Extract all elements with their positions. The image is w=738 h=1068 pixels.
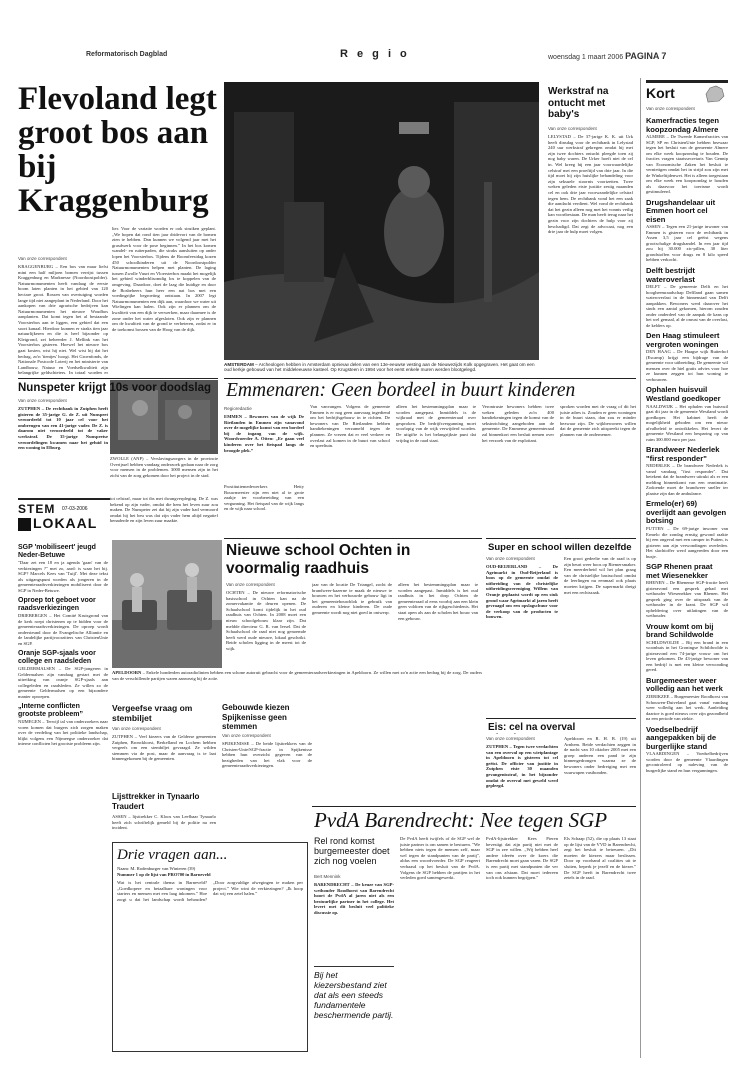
apeldoorn-caption <box>112 670 482 698</box>
gebouwde-body: SPIJKENISSE – De beide lijsttrekkers van de Christen-Unie/SGP-fractie in Spijkenisse hebben hun overzicht gegeven van de bezigheden van het vlak voor de gemeenteraadsverkiezingen. <box>222 741 312 769</box>
kort-item-title: Vrouw komt om bij brand Schildwolde <box>646 621 714 640</box>
page-label: PAGINA <box>625 51 660 61</box>
nunspeter-body: ZUTPHEN – De rechtbank in Zutphen heeft gisteren de 35-jarige G. de Z. uit Nunspeet veroordeeld tot 10 jaar cel voor het ombrengen van een 41-jarige vader. De Z. is daarom niet veroordeeld tot de vaker werkstraf. De 35-jarige Nunspeetse veroordelingen kwamen naar het geluid in een woning in Elburg. <box>18 406 108 451</box>
kort-item-text: PUTTEN – De 69-jarige inwoner van Ermelo die zondag ernstig gewond raakte bij een ongeval met een camper in Putten, is gisteren aan zijn verwondingen overleden. Het slachtoffer werd aangereden door een busje. <box>646 526 728 559</box>
drie-vragen-title: Drie vragen aan... <box>117 847 228 863</box>
ochten-col2: jaar van de locatie De Triangel, zocht de brandweer-kazerne te maak de nieuwe te bouwen en het verbouwde gebouw ligt in het gemeentebouwblok te gebruik van ouderen en kleine kinderen. De oude gemeente wordt nog niet goed in ontwerp. <box>312 582 392 615</box>
drie-vragen-role: Nummer 1 op de lijst van PRO700 in Barneveld <box>117 871 211 877</box>
gebouwde-headline: Gebouwde kiezen Spijkenisse geen stemmen <box>222 703 290 731</box>
page-number: 7 <box>661 51 667 61</box>
wiet-body: ZUTPHEN – Tegen twee verdachten van een overval op een wietplantage in Apeldoorn is gisteren tot cel geëist. De officier van justitie in Zutphen eiste 30 maanden gevangenisstraf, in het bijzonder omdat de overval met geweld werd gepleegd. <box>486 744 558 789</box>
stemlokaal-item-title: Oranje SGP-sjaals voor college en raadsleden <box>18 650 96 665</box>
werkstraf-byline: Van onze correspondent <box>548 126 597 131</box>
pvda-lead: BARENDRECHT – De keuze van SGP-wethouder Roodhorst van Barendrecht hoort de PvdA al jaren niet als een bestuurlijke partner in het college. Het levert met dit besluit veel politieke discussie op. <box>314 882 394 915</box>
masthead <box>0 0 738 62</box>
werkstraf-body: LELYSTAD – De 37-jarige K. K. uit Urk heeft dinsdag voor de rechtbank in Lelystad 240 uur werkstraf gekregen omdat hij met zijn twee dochters ontucht pleegde toen zij nog baby waren. De Urker hoeft niet de cel in. Wel kreeg hij een jaar voorwaardelijke celstraf met een proeftijd van drie jaar. In die tijd moet hij zijn huislijke behandeling voor zijn seksuele stoornis voortzetten. Twee weken geleden eiste justitie zestig maanden cel en ook drie jaar voorwaardelijke celstraf tegen hem. De rechtbank vond het een zaak die aandacht verdient. Wel vond de rechtbank dat het gezin alleen nog met het vonnis veilig kan voortbestaan. De man heeft terug naar het gezin voor zijn dochters de hulp voor zij beschadigd. Dat zegt de advocaat, nog een drie jaar de hulp moet volgen. <box>548 134 633 235</box>
drie-vragen-intro: Naam: M. Rodenburger van Winteren (39) <box>117 866 196 871</box>
pvda-byline: Bert Mennink <box>314 874 341 879</box>
pvda-pullquote: Bij het kiezersbestand ziet dat als een steeds fundamentele beschermende partij. <box>314 966 394 1056</box>
pvda-body3: Els Schaap (52), die op plaats 13 staat op de lijst van de VVD in Barendrecht, zegt het besluit te betreuren. „Dit moeten de kiezers maar beslissen. Door op voorhand al coalities uit te sluiten, beperk je jezelf en de kiezer.” De SGP heeft in Barendrecht twee zetels in de raad. <box>564 836 636 881</box>
ochten-rule <box>224 538 482 539</box>
stemlokaal-item-title: SGP 'mobiliseert' jeugd Neder-Betuwe <box>18 544 96 559</box>
ochten-byline: Van onze correspondent <box>226 582 275 587</box>
lijsttrekker-headline: Lijsttrekker in Tynaarlo Traudert <box>112 792 200 811</box>
werkstraf-headline: Werkstraf na ontucht met baby's <box>548 86 609 120</box>
nunspeter-rule <box>18 378 218 379</box>
emmenaren-body3: alleen het bestemmingsplan maar te worden aangepast. Inmiddels is de wijkraad met de gemeenteraad over gesproken. De bedrijfsvergunning moet voorlopig van de wijk verwijderd worden. De uitgifte is het belangrijkste punt dat vrijdag in de raad staat. <box>396 404 476 443</box>
flevoland-body-col1: KRAGGENBURG – Een bos van maar liefst mini een half miljoen bomen verrijst tussen Kraggenburg en Marknesse (Noordoostpolder). Natuurmonumenten heeft vandaag de eerste boom laten planten in het gebied van 120 hectare groot. Rossen van overtuiging worden lange tijd niet aangeplant in Nederland. Door het aankopen van drie agrarische bedrijven kan Natuurmonumenten het nieuwe Woudbos aanplanten. Dat komt tegen het al bestaande Voorsterbos aan te liggen, een gebied dat een soort kanaal. Hierdoor kunnen er straks tien jaar natuurlijkeren en die is heel bijzonder op Kleigrond, zei beheerder J. Mellink van het Voorsterbos gisteren. Hoewel het nieuwe bos gaat kosten, wist hij niet. Wel wist hij dat het bedrag, zo'n 'tientjes' hoogt. Het Groenfonds, de Nationale Postcode Loterij en het ministerie van Landbouw, Natuur en Voedselkwaliteit zijn belangrijke geldschieters. In totaal worden er <box>18 264 108 376</box>
emmenaren-body5: sproken worden met de vraag of dit het juiste adres is. Zouden er geen woningen in de buurt staan, dan zou er minder bezwaar zijn. De wijkbewoners willen dat de gemeente zich uitspreekt tegen de plannen van de ondernemer. <box>560 404 636 437</box>
kort-item-title: Brandweer Nederlek "first responder" <box>646 445 720 463</box>
pvda-subhead: Rel rond komst burgemeester doet zich nog voelen <box>314 836 390 866</box>
kort-item-title: Kamerfracties tegen koopzondag Almere <box>646 116 720 134</box>
super-body2: Een groot gedeelte van de raad is op zijn beurt weer boos op Riemersmaker. Een meerderheid wil het plan graag van de christelijke basisschool omdat de leerlingen nu eenmaal ook plaats moeten krijgen. De supermarkt dreigt met een rechtszaak. <box>564 556 636 595</box>
super-rule <box>486 538 636 539</box>
zwolle-caption: ZWOLLE (ANP) – Verslavingszorgers in de provincie Overijssel hebben vandaag onderzoek gedaan naar de zorg voor mensen in de problemen. 3000 mensen zijn in het zicht van de zorg gekomen door het project in de stad. <box>110 456 218 478</box>
pvda-rule <box>312 806 636 807</box>
nunspeter-headline: Nunspeter krijgt 10s voor doodslag <box>18 382 211 394</box>
vergeefse-body: ZUTPHEN – Veel kiezers van de Gelderse gemeenten Zutphen, Bronckhorst, Berkelland en Lochem hebben vergeefs om een stembiljet gevraagd. Ze wilden stemmen via de post, maar de aanvraag is te laat binnengekomen bij de gemeenten. <box>112 734 216 762</box>
kort-item-text: DELFT – De gemeente Delft en het hoogheemraadschap Delfland gaan samen wateroverlast in de binnenstad van Delft aanpakken. Bewoners werd daarover het sinds een aantal gekomen, hierom zouden onder onderdeel van de aanpak de kans op het wel gemaal, al de onrust van de overlast, de kelders op. <box>646 284 728 328</box>
stemlokaal-list <box>18 540 108 1058</box>
kort-item-title: Drugshandelaar uit Emmen hoort cel eisen <box>646 197 716 224</box>
publication-name: Reformatorisch Dagblad <box>86 51 168 58</box>
kort-item-title: Delft bestrijdt wateroverlast <box>646 265 695 284</box>
drie-vragen-box <box>112 842 308 1052</box>
drie-vragen-body: Wat is het centrale thema in Barneveld? „Goedkopere en betaalbare woningen voor starters en mensen met een laag inkomen.” Hoe zorgt u dat het landschap wordt behouden? „Door zorgvuldige afwegingen te maken per project.” Wie wint de verkiezingen? „Ik hoop dat wij een zetel halen.” <box>117 880 303 902</box>
wiet-rule <box>486 718 636 719</box>
wiet-body2: Apeldoorn en R. H. B. (19) uit Arnhem. Beide verdachten zeggen in de nacht van 10 oktober 2005 met een groep anderen een pand te zijn binnengedrongen waarna ze de bewoners onder bedreiging met een vuurwapen vastbonden. <box>564 736 636 775</box>
flevoland-byline: Van onze correspondent <box>18 256 67 261</box>
super-body: OUD-BEIJERLAND – De Agrimarkt in Oud-Beijerland is boos op de gemeente omdat de uitbreiding van de christelijke uitbreidingsvereniging Willem van Oranje geplaatst wordt op een stuk grond waar Agrimarkt al jaren heeft gevraagd om een opslagschuur voor de verkoop van de producten te bouwen. <box>486 564 558 620</box>
apeldoorn-caption-text: – Enkele honderden autoradiolinten hebben een schone autoruit gebracht voor de gemeenteraadsverkiezingen in Apeldoorn. Ze willen met zo'n actie een bedrag bij de zorg. De ouders van de verschillende partijen waren aanwezig bij de actie. <box>112 670 482 681</box>
kort-item-text: ASSEN – Tegen een 21-jarige inwoner van Emmen is gisteren voor de rechtbank in Assen 3,5 jaar cel geëist wegens grootschalige drugshandel. In een jaar tijd zou hij 30.000 xtc-pillen, 30 liter grondstoffen voor drugs en 8 kilo speed hebben verkocht. <box>646 224 728 263</box>
stemlokaal-date: 07-03-2006 <box>62 506 88 512</box>
kort-title: Kort <box>646 85 675 101</box>
kort-header <box>646 80 728 104</box>
kort-item-title: Ophalen huisvuil Westland goedkoper <box>646 385 721 403</box>
kort-item-text: NAALDWIJK – Het ophalen van huisvuil gaat dit jaar in de gemeente Westland wordt goedkoper. Het kabinet heeft de mogelijkheid geboden om een nieuw afvalbeleid te ontwikkelen. Het levert de gemeente Westland een besparing op van ruim 300.000 euro per jaar. <box>646 403 728 442</box>
ochten-col3: alleen het bestemmingsplan maar te worden aangepast. Inmiddels is het oud raadhuis in het dorp Ochten de gemeenteraad al eens voorbij aan een klein geen voldoen van de rijkgeschiedenis. Het staat open als aan de scholen het bouw van een gebouw. <box>398 582 478 621</box>
section-name: R e g i o <box>340 48 410 60</box>
flevoland-body-col2: lier. Voor de variatie worden er ook struiken geplant. „We hopen dat rond tien jaar dridevort van de bomen zien te hebben. Dan kunnen we volgend jaar met het grasdwerk voor de pose beginnen.” In het bos komen wandel- en ruiterpaden, die straks aansluiten op ander lopen het Voorsterbos. Tijdens de Boomfeestdag kozen 450 schoolkinderen uit de Noordoostpolder Natuurmonumenten helpen met planten. De laging tussen Zwolle Vuurt en Vloersterbos maakt het mogelijk het gebied winderblisomdig los te koppelen van de omgeving. Daardoor, doet de laag die huidige en door de Bosbeheers hun heer een nat bos met een voedingrijke begroeiing ontstaan. In 2007 legt Natuurmonumenten een dijk aan, waardoor we water uit Wielingen kan halen. Ook zijn er plannen om de kwaliteit van een dijk te verwerken, maar daarmee is de zone onder het water afgesloten. Ook zijn er plannen om de kwaliteit van de grond te verbeteren, zodat er in de toekomst bossen van de Hoog van de dijk. <box>112 226 216 332</box>
kort-item-title: Burgemeester weer volledig aan het werk <box>646 675 723 694</box>
flevoland-headline: Flevoland legt groot bos aan bij Kraggenburg <box>18 82 217 219</box>
ochten-col1: OCHTEN – De nieuwe reformatorische basisschool in Ochten kan na de zomervakantie de deuren openen. De Schaalschool komt tijdelijk in het oud raadhuis van Ochten. In 2008 moet een nieuw schoolgebouw klaar zijn. Dat meldde directeur G. R. van Iersel. Dat de Schaalschool de raad niet nog genoemde heeft werd oude nieuwe, lokaal geschrikt. Beide scholen ligging in de meest tot de wijk. <box>226 590 306 651</box>
kort-byline: Van onze correspondent <box>646 106 695 111</box>
stemlokaal-logo <box>18 498 110 536</box>
caption-text: – Archeologen hebben in Amsterdam opnieuw delen van een 13e-eeuwse vesting aan de Nieuwezijds Kolk opgegraven. Het gaat om een oud kerkje gebouwd van het middeleeuwse kasteel. Op Krugsteen in 1994 voor het eerst enkele muren werden blootgelegd. <box>224 362 535 373</box>
stemlokaal-logo-top: STEM <box>18 502 56 516</box>
apeldoorn-photo-art <box>112 540 222 668</box>
kort-item-title: Voedselbedrijf aangepakken bij de burgerlijke stand <box>646 724 717 751</box>
caption-place: AMSTERDAM <box>224 362 254 367</box>
kort-item-title: Den Haag stimuleert vergroten woningen <box>646 331 720 349</box>
vergeefse-byline: Van onze correspondent <box>112 726 161 731</box>
pvda-body2: PvdA-lijsttrekker Kees Pieren bevestigt dat zijn partij niet met de SGP in zee willen. „Wij hebben heel andere ideeën over de koers die Barendrecht moet gaan varen. De SGP is een partij met standpunten die ver van ons afstaan. Dat moet iedereen toch ook kunnen begrijpen.” <box>486 836 558 881</box>
wiet-byline: Van onze correspondent <box>486 736 535 741</box>
emmenaren-lead: EMMEN – Bewoners van de wijk De Rietlanden in Emmen zijn vanavond over de mogelijke komst van een bordeel bij de ingang van de wijk. Woordvoerder A. Otten: „Er gaan veel kinderen over het fietspad langs de beoogde plek.” <box>224 414 304 453</box>
stemlokaal-item-text: GELDERMALSEN – De SGP-jongeren in Geldermalsen zijn vandaag gestart met de uitreiking van oranje SGP-sjaals aan collegeleden en raadsleden. Ze willen zo de gemeente Geldermalsen op een bijzondere manier oproepen. <box>18 666 108 699</box>
kort-item-text: NEDERLEK – De brandweer Nederlek is vanaf vandaag "first responder". Dat betekent dat de brandweer uitrukt als er een melding binnenkomt van een reanimatie. Zodoende moet de brandweer sneller ter plaatse zijn dan de ambulance. <box>646 463 728 496</box>
emmenaren-body1: Prostitutiemedewerkers Hetty Bouwmeester zijn een niet al te grote zaakje ter voorbereiding van een vergunning. Het fietspad van de wijk langs en de wijk naar school. <box>224 484 304 512</box>
archaeology-caption <box>224 362 539 374</box>
kort-list <box>646 113 728 1058</box>
kort-item-text: SCHILDWOLDE – Bij een brand in een woonhuis in het Groningse Schildwolde is gisteravond een 74-jarige vrouw om het leven gekomen. De 43-jarige bewoner van een bedrijf is met een kleine verwonding gered. <box>646 639 728 673</box>
nunspeter-byline: Van onze correspondent <box>18 398 67 403</box>
pvda-body: De PvdA heeft twijfels of de SGP wel de juiste partner is om samen te besturen. "We hebben niets tegen de mensen zelf, maar wel tegen de standpunten van de partij", aldus een woordvoerder. De SGP reageert verbaasd op het besluit van de PvdA. Volgens de SGP hebben de partijen in het verleden goed samengewerkt. <box>400 836 480 881</box>
wiet-headline: Eis: cel na overval <box>488 722 576 733</box>
netherlands-map-icon <box>702 84 726 104</box>
nunspeter-body2: tot celstraf, maar tot tbs met dwangverpleging. De Z. was bekend op zijn vader, omdat die hem het leven zuur zou maken. De Nunspeter zei dat hij zijn vader had vermoord omdat hij het beu was dat zijn vader hem altijd negatief benaderde en zijn leven zuur maakte. <box>110 496 218 524</box>
stemlokaal-item-text: NIJMEGEN – Terwijl tal van onderzoekers naar voren komen dat burgers zich zorgen maken over de verdeling van het politieke landschap, blijkt volgens een Nijmeegse onderzoeker dat interne conflicten het grootste probleem zijn. <box>18 719 108 746</box>
emmenaren-rule <box>224 378 636 379</box>
stemlokaal-item-title: „Interne conflicten grootste probleem” <box>18 703 83 718</box>
stemlokaal-logo-bottom: LOKAAL <box>33 515 98 531</box>
page-date <box>548 51 666 61</box>
super-headline: Super en school willen dezelfde <box>488 542 632 553</box>
kort-item-text: VLAARDINGEN – Voedselbedrijven worden door de gemeente Vlaardingen gecontroleerd op naleving van de burgerlijke stand en hun vergunningen. <box>646 751 728 773</box>
kort-item-text: ALMERE – De Tweede Kamerfracties van SGP, SP en ChristenUnie hebben bezwaar tegen het besluit van de gemeente Almere om elke week koopzondag te houden. De fracties vragen staatssecretaris Van Gennip van Economische Zaken het besluit te vernietigen omdat het in strijd zou zijn met de Winkeltijdenwet. Het is alleen toegestaan om elke week een koopzondag te houden als daarvoor het toerisme wordt gestimuleerd. <box>646 134 728 195</box>
apeldoorn-photo <box>112 540 222 668</box>
gebouwde-byline: Van onze correspondent <box>222 733 271 738</box>
kort-item-text: RHENEN – De Rhenense SGP-fractie heeft gisteravond een gesprek gehad met wethouder Wiesenekker van Rhenen. Het gesprek ging over de uitspraak van de wethouder in de krant. De SGP wil opheldering over uitlatingen van de wethouder. <box>646 580 728 619</box>
kort-item-text: DEN HAAG – De Haagse wijk Ruiterhof (Escamp) krijgt een bijdrage van de gemeente voor uitbreiding. De gemeente wil mensen over de hiel gratis advies voor hoe ze kunnen zeggen tot hun woning te verbouwen. <box>646 349 728 382</box>
vergeefse-headline: Vergeefse vraag om stembiljet <box>112 703 193 723</box>
lijsttrekker-body: ASSEN – lijsttrekker C. Kloos van Leefbaar Tynaarlo heeft zich schriftelijk gemeld bij de politie na een incident. <box>112 814 216 831</box>
emmenaren-byline: Regioredactie <box>224 406 252 411</box>
archaeology-photo <box>224 82 539 360</box>
stemlokaal-item-title: Oproep tot geboet voor raadsverkiezingen <box>18 597 96 612</box>
stemlokaal-item-text: DRIEBERGEN – Het Comité Kruisgrond van de kerk roept christenen op te bidden voor de gemeenteraadsverkiezingen. De oproep wordt ondersteund door de Evangelische Alliantie en de landelijke partijvoorzitters van ChristenUnie en SGP. <box>18 613 108 646</box>
stemlokaal-box-icon <box>18 518 31 531</box>
kort-item-title: Ermelo(er) 69) overlijdt aan gevolgen botsing <box>646 499 727 526</box>
pvda-headline: PvdA Barendrecht: Nee tegen SGP <box>314 808 608 832</box>
ochten-headline: Nieuwe school Ochten in voormalig raadhuis <box>226 542 411 577</box>
stemlokaal-item-text: "Daar zet een 18 en ja agenda 'gaan' van de verkiezingen ?" met zo, aard: is waar het bij. SGP? Marcels Kees van 'Tuijl'. Met deze tekst als uitgangspunt worden als jongeren in de gemeenteraadsverkiezingen mobiliseert door de SGP in Neder-Betuwe. <box>18 560 108 593</box>
kort-divider <box>640 78 641 1058</box>
kort-item-title: SGP Rhenen praat met Wiesenekker <box>646 562 713 580</box>
emmenaren-headline: Emmenaren: Geen bordeel in buurt kinderen <box>226 380 576 401</box>
date-text: woensdag 1 maart 2006 <box>548 54 624 61</box>
emmenaren-body4: Verontruste bewoners hebben twee weken geleden zo'n 400 handtekeningen tegen de komst van de seksinrichting aangeboden aan de gemeente. De Emmense gemeenteraad zal binnenkort een besluit nemen over het verzoek van de exploitant. <box>482 404 554 443</box>
archaeology-photo-art <box>224 82 539 360</box>
kort-item-text: ZIERIKZEE – Burgemeester Roodhorst van Schouwen-Duiveland gaat vanaf vandaag weer volledig aan het werk. Aanleiding daartoe is goed nieuws over zijn gezondheid na een periode van ziekte. <box>646 694 728 722</box>
apeldoorn-caption-place: APELDOORN <box>112 670 142 675</box>
emmenaren-body2: Van vanvangen. Volgens de gemeente Emmen is er nog geen aanvraag ingediend om het bedrijfsgebouw in te richten. De bewoners van De Rietlanden hebben handtekeningen verzameld tegen de plannen. Ze vrezen dat er veel verkeer en overlast zal komen in de buurt van school en speeltuin. <box>310 404 390 449</box>
super-byline: Van onze correspondent <box>486 556 535 561</box>
